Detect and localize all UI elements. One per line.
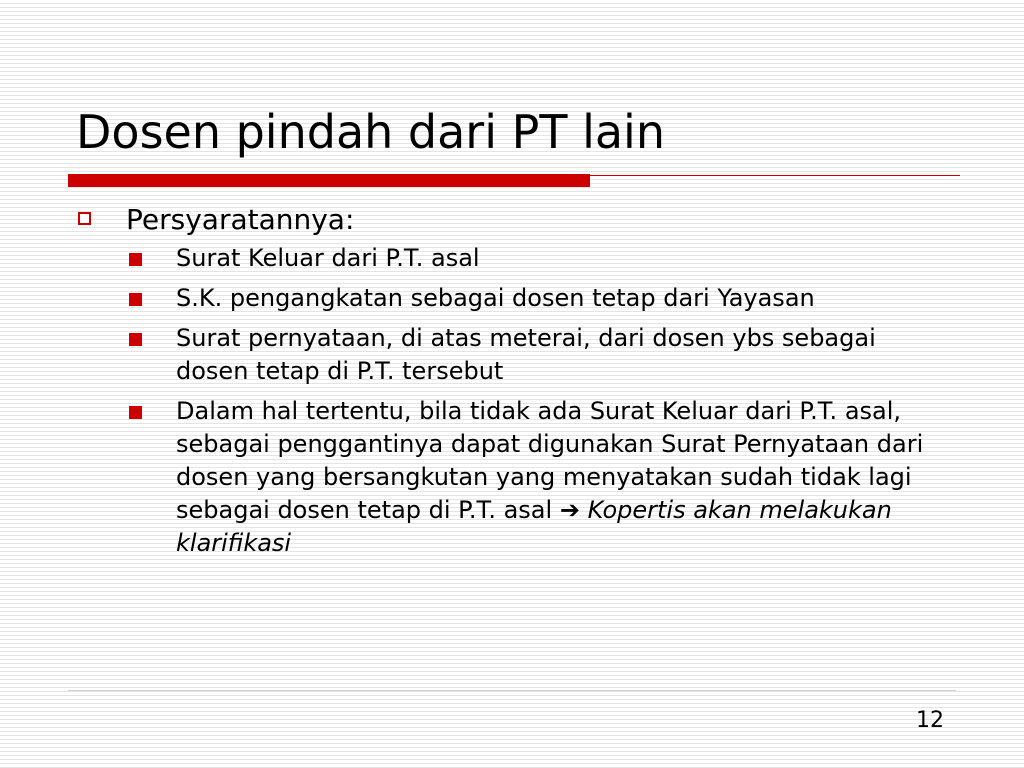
- right-arrow-icon: ➔: [559, 496, 588, 524]
- list-item: [176, 282, 954, 315]
- filled-square-icon: [129, 293, 142, 306]
- filled-square-icon: [129, 253, 142, 266]
- filled-square-icon: [129, 406, 142, 419]
- page-number: 12: [916, 708, 944, 733]
- list-item: [176, 242, 954, 275]
- title-underline-thick: [68, 174, 590, 187]
- slide-title: Dosen pindah dari PT lain: [76, 105, 665, 159]
- list-item-text: Surat pernyataan, di atas meterai, dari dosen ybs sebagai dosen tetap di P.T. tersebut: [176, 324, 876, 385]
- list-item-text: S.K. pengangkatan sebagai dosen tetap dari Yayasan: [176, 284, 815, 312]
- level1-text: Persyaratannya:: [126, 203, 355, 236]
- sub-bullet-list: [74, 242, 954, 560]
- footer-divider: [68, 690, 956, 691]
- list-item: [176, 322, 954, 388]
- list-item-text: Dalam hal tertentu, bila tidak ada Surat Keluar dari P.T. asal, sebagai penggantinya dapat digunakan Surat Pernyataan dari dosen yang bersangkutan yang menyatakan sudah tidak lagi sebagai dosen tetap di P.T. asal: [176, 397, 924, 524]
- hollow-square-icon: [78, 212, 91, 225]
- level1-item: [74, 200, 954, 240]
- list-item-emphasis: Kopertis akan melakukan klarifikasi: [176, 496, 892, 557]
- filled-square-icon: [129, 333, 142, 346]
- slide-body: [74, 200, 954, 567]
- list-item-text: Surat Keluar dari P.T. asal: [176, 244, 480, 272]
- list-item: [176, 395, 954, 560]
